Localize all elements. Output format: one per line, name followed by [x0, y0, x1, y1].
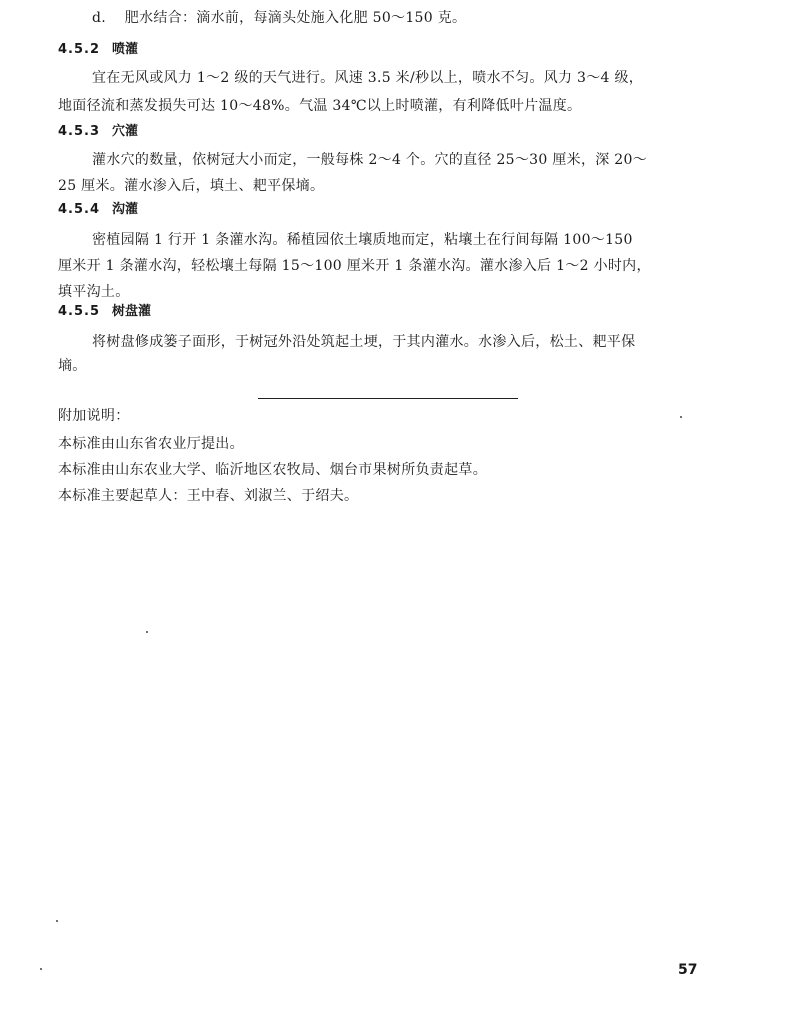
scan-speck — [680, 416, 682, 418]
item-d — [92, 8, 466, 28]
paragraph-line: 宜在无风或风力 1～2 级的天气进行。风速 3.5 米/秒以上，喷水不匀。风力 3～4 级， — [92, 70, 644, 86]
item-d-label: d. — [92, 10, 107, 26]
appendix-line: 本标准主要起草人：王中春、刘淑兰、于绍夫。 — [58, 488, 359, 504]
section-divider — [258, 398, 518, 399]
section-heading-4-5-2 — [58, 40, 138, 60]
paragraph-line: 厘米开 1 条灌水沟，轻松壤土每隔 15～100 厘米开 1 条灌水沟。灌水渗入后 1～2 小时内， — [58, 258, 651, 274]
section-number: 4.5.2 — [58, 42, 101, 57]
section-title: 树盘灌 — [112, 304, 152, 319]
paragraph-line: 将树盘修成篓子面形，于树冠外沿处筑起土埂，于其内灌水。水渗入后，松土、耙平保 — [92, 334, 636, 350]
page-number: 57 — [678, 962, 698, 978]
section-heading-4-5-3 — [58, 122, 138, 142]
paragraph-line: 墒。 — [58, 358, 87, 374]
section-title: 穴灌 — [112, 124, 139, 139]
appendix-line: 本标准由山东农业大学、临沂地区农牧局、烟台市果树所负责起草。 — [58, 462, 487, 478]
paragraph-line: 填平沟土。 — [58, 284, 130, 300]
section-heading-4-5-5 — [58, 302, 151, 322]
section-title: 沟灌 — [112, 202, 139, 217]
section-number: 4.5.4 — [58, 202, 101, 217]
item-d-text: 肥水结合：滴水前，每滴头处施入化肥 50～150 克。 — [124, 10, 467, 26]
section-number: 4.5.3 — [58, 124, 101, 139]
paragraph-line: 灌水穴的数量，依树冠大小而定，一般每株 2～4 个。穴的直径 25～30 厘米，深 20～ — [92, 152, 648, 168]
appendix-title: 附加说明： — [58, 408, 130, 424]
section-heading-4-5-4 — [58, 200, 138, 220]
scan-speck — [56, 920, 58, 922]
paragraph-line: 25 厘米。灌水渗入后，填土、耙平保墒。 — [58, 178, 325, 194]
appendix-line: 本标准由山东省农业厅提出。 — [58, 436, 244, 452]
paragraph-line: 地面径流和蒸发损失可达 10～48%。气温 34℃以上时喷灌，有利降低叶片温度。 — [58, 98, 582, 114]
section-number: 4.5.5 — [58, 304, 101, 319]
section-title: 喷灌 — [112, 42, 139, 57]
paragraph-line: 密植园隔 1 行开 1 条灌水沟。稀植园依土壤质地而定，粘壤土在行间每隔 100～150 — [92, 232, 633, 248]
scan-speck — [146, 631, 148, 633]
scan-speck — [40, 968, 42, 970]
